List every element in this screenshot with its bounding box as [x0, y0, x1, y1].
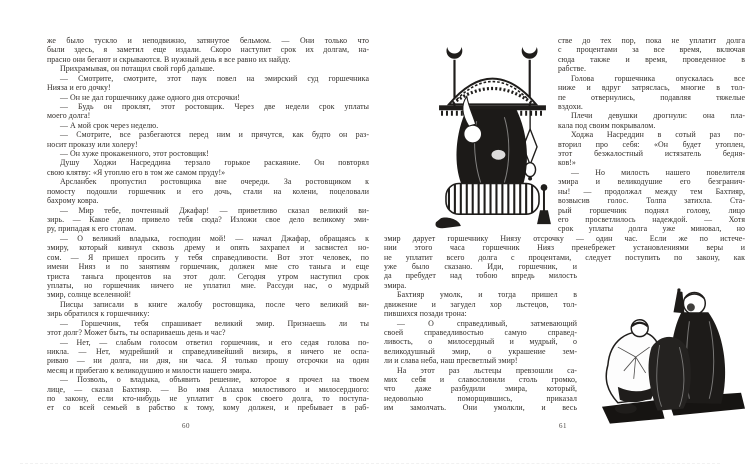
crescent-icon	[446, 39, 462, 58]
text-line: ли и слава неба, наш пресветлый эмир!	[384, 356, 518, 366]
text-line: — Горшечник, тебя спрашивает великий эмир. Признаешь ли ты	[60, 318, 369, 328]
text-line: — Нет, — слабым голосом ответил горшечник, и его седая голова по-	[60, 337, 369, 347]
text-line: лице, — сказал Бахтияр. — Во имя Аллаха милостивого и милосердного:	[47, 384, 369, 394]
text-line: возвысив голос. Толпа затихла. Ста-	[558, 196, 745, 206]
text-line: сом. — Я пришел просить у тебя справедливости. Вот этот человек, по	[47, 252, 369, 262]
text-line: помосту подошли горшечник и его дочь, стали на колени, поцеловали	[47, 186, 369, 196]
text-line: Арсланбек пропустил ростовщика вне очереди. За ростовщиком к	[60, 177, 369, 187]
text-line: этот безжалостный истязатель бедня-	[558, 149, 745, 159]
text-line: — Но милость нашего повелителя	[571, 167, 745, 177]
text-line: — А мой срок через неделю.	[60, 120, 159, 130]
text-line: своей справедливостью самую справед-	[384, 327, 577, 337]
text-line: эмиру, который кивнул сквозь дрему и опять захрапел и засвистел но-	[47, 243, 369, 253]
text-line: ков!»	[558, 158, 576, 168]
text-line: ны! — продолжал между тем Бахтияр,	[558, 186, 745, 196]
striped-mattress	[446, 183, 539, 217]
text-line: движение и загудел хор льстецов, тол-	[384, 299, 577, 309]
text-line: пившихся позади трона:	[384, 309, 467, 319]
text-line: рабстве.	[558, 64, 586, 74]
text-line: — О справедливый, затмевающий	[397, 318, 577, 328]
text-line: уже было сказано. Иди, горшечник, и	[384, 262, 577, 271]
left-page-text-block	[47, 36, 369, 413]
text-line: мих себя и славословили столь громко,	[384, 375, 577, 385]
text-line: Плечи девушки дрогнули: она пла-	[571, 111, 745, 121]
text-line: эмир дарует горшечнику Ниязу отсрочку — один час. Если же по истече-	[384, 234, 745, 243]
right-page-column-right	[558, 36, 745, 234]
text-line: недовольно поморщившись, приказал	[384, 393, 577, 403]
page-number-left: 60	[182, 422, 190, 430]
text-line: Голова горшечника опускалась все	[571, 73, 745, 83]
right-page-full-width-block	[384, 234, 745, 262]
emir-throne-illustration	[433, 38, 552, 232]
text-line: — Мир тебе, почтенный Джафар! — приветливо сказал великий ви-	[60, 205, 369, 215]
text-line: срок уплаты долга уже миновал, но	[558, 224, 745, 234]
text-line: Бахтияр умолк, и тогда пришел в	[397, 290, 577, 300]
page-number-right: 61	[559, 422, 567, 430]
text-line: Нияза и его дочку!	[47, 83, 111, 93]
text-line: не уплатит всего долга с процентами, следует поступить по закону, как	[384, 252, 745, 262]
text-line: эмира.	[384, 280, 407, 290]
text-line: носит проказу или холеру!	[47, 139, 138, 149]
text-line: сюда также и время, проведенное в	[558, 54, 745, 64]
text-line: На этот раз льстецы превзошли са-	[397, 365, 577, 375]
text-line: вторил про себя: «Он будет утоплен,	[558, 139, 745, 149]
text-line: ливость, о милосердный и мудрый, о	[384, 337, 577, 347]
text-line: Ходжа Насреддин в сотый раз по-	[571, 130, 745, 140]
text-line: — Смотрите, все разбегаются перед ним и прячутся, как будто он раз-	[60, 130, 369, 140]
text-line: пе отвернулись, подавляя тяжелые	[558, 92, 745, 102]
text-line: Душу Ходжи Насреддина терзало горькое раскаяние. Он повторял	[60, 158, 369, 168]
text-line: Писцы записали в книге жалобу ростовщика, после чего великий ви-	[60, 299, 369, 309]
text-line: — Будь он проклят, этот ростовщик. Через две недели срок уплаты	[60, 101, 369, 111]
text-line: зирь обратился к горшечнику:	[47, 309, 150, 319]
text-line: никла. — Нет, мудрейший и справедливейший визирь, я ничего не оспа-	[47, 346, 369, 356]
slippers	[435, 218, 460, 229]
text-line: зирь. — Какое дело привело тебя сюда? Изложи свое дело великому эми-	[47, 215, 369, 225]
text-line: — Позволь, о владыка, объявить решение, которое я прочел на твоем	[60, 375, 369, 385]
text-line: его просветлилось надеждой. — Хотя	[558, 215, 745, 225]
text-line: ру, припадая к его стопам.	[47, 224, 137, 234]
text-line: моего долга!	[47, 111, 91, 121]
kneeling-petitioners-illustration	[594, 287, 748, 433]
text-line: стве до тех пор, пока не уплатит долга	[558, 36, 745, 45]
crescent-icon	[522, 39, 538, 58]
text-line: по закону, если кто-нибудь не уплатит в срок своего долга, то поступа-	[47, 394, 369, 404]
text-line: им замолчать. Они умолкли, и весь	[384, 403, 577, 413]
text-line: нии этого часа горшечник Нияз пренебрежет установлениями веры и	[384, 243, 745, 253]
text-line: уплаты, но горшечник ничего не уплатил мне. Рассуди нас, о мудрый	[47, 280, 369, 290]
kneeling-daughter-figure	[649, 337, 691, 411]
text-line: прасно они бегают и скрываются. В нужный день я все равно их найду.	[47, 54, 291, 64]
text-line: кала под своим покрывалом.	[558, 120, 656, 130]
text-line: ниже и вдруг затряслась, многие в тол-	[558, 83, 745, 93]
text-line: — Он хуже прокаженного, этот ростовщик!	[60, 149, 209, 159]
text-line: риваю — ни долга, ни дня, ни часа. Я только прошу отсрочки на один	[47, 356, 369, 366]
text-line: рый горшечник поднял голову, лицо	[558, 205, 745, 215]
right-page-column-left	[384, 262, 577, 413]
text-line: что даже разбудили эмира, который,	[384, 384, 577, 394]
text-line: великодушный эмир, о украшение зем-	[384, 346, 577, 356]
text-line: имени Нияз и по занятиям горшечник, должен мне сто таньга и еще	[47, 262, 369, 272]
text-line: вздохи.	[558, 101, 583, 111]
text-line: эмир, солнце вселенной!	[47, 290, 132, 300]
text-line: ет со всей семьей в рабство к тому, кому должен, и пребывает в раб-	[47, 403, 369, 413]
text-line: — О великий владыка, господин мой! — начал Джафар, обращаясь к	[60, 233, 369, 243]
text-line: эмира и великодушие его безгранич-	[558, 177, 745, 187]
sleeping-emir-figure	[456, 96, 526, 187]
text-line: Прихрамывая, он потащил свой горб дальше.	[60, 64, 215, 74]
text-line: да пребудет над тобою впредь милость	[384, 271, 577, 281]
text-line: свою клятву: «Я утоплю его в том же самом пруду!»	[47, 167, 226, 177]
canopy-dome	[449, 79, 536, 105]
text-line: — Смотрите, смотрите, этот паук повел на эмирский суд горшечника	[60, 73, 369, 83]
text-line: этот долг? Может быть, ты оспариваешь день и час?	[47, 328, 226, 338]
text-line: месяц и прибегаю к великодушию и милости нашего эмира.	[47, 365, 252, 375]
text-line: бахрому ковра.	[47, 196, 99, 206]
text-line: триста таньга процентов на этот долг. Сегодня утром наступил срок	[47, 271, 369, 281]
text-line: с процентами за все время, включая	[558, 45, 745, 55]
text-line: — Он не дал горшечнику даже одного дня отсрочки!	[60, 92, 240, 102]
text-line: же было тускло и неподвижно, затянутое бельмом. — Они только что	[47, 36, 369, 45]
faint-print-through	[20, 463, 720, 468]
text-line: были здесь, я заметил еще издали. Скоро наступит срок их долгам, на-	[47, 45, 369, 55]
